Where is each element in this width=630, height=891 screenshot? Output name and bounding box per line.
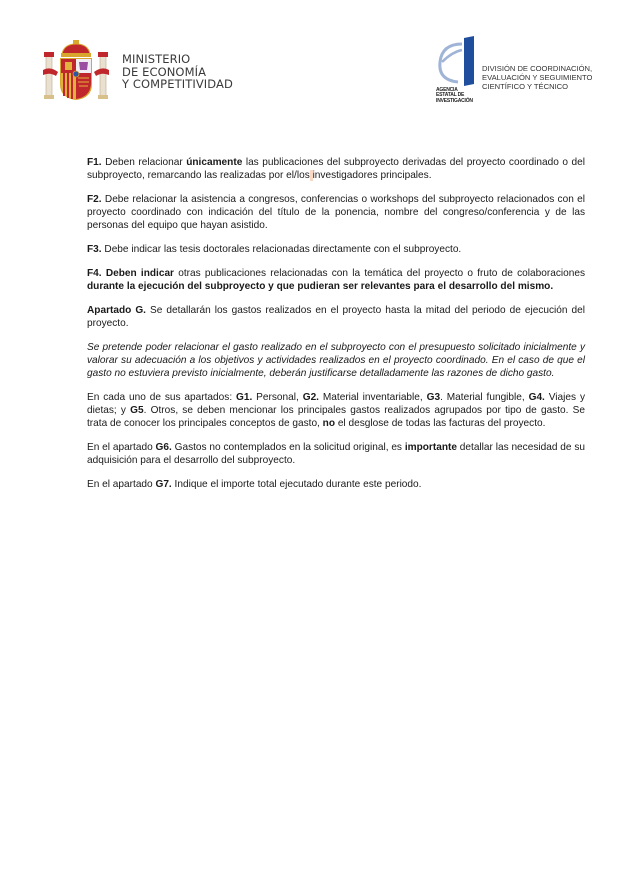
division-line-1: DIVISIÓN DE COORDINACIÓN, [482, 64, 593, 73]
agency-caption [436, 88, 480, 104]
g-sections-text-1: En cada uno de sus apartados: [87, 392, 237, 403]
f1-text-2: las publicaciones del subproyecto derivadas del proyecto coordinado o del subproyecto, remarcando las realizadas por el/los [87, 157, 585, 181]
g-text: Se detallarán los gastos realizados en el proyecto hasta la mitad del periodo de ejecución del proyecto. [87, 305, 586, 329]
paragraph-f4 [87, 267, 585, 293]
g6-text-3: detallar las necesidad de su adquisición para el desarrollo del subproyecto. [87, 442, 585, 466]
section-label-g1: G1. [236, 392, 253, 403]
agency-logo-block [434, 36, 592, 114]
g-sections-text-6: . Otros, se deben mencionar los principales gastos realizados agrupados por tipo de gasto. Se trata de conocer los principales conceptos de gasto, [87, 405, 585, 429]
f4-emphasis: durante la ejecución del subproyecto y que pudieran ser relevantes para el desarrollo del mismo. [87, 281, 554, 292]
section-label-f4: F4. Deben indicar [87, 268, 174, 279]
section-label-g5: G5 [130, 405, 144, 416]
agencia-estatal-investigacion-logo [434, 36, 478, 114]
agency-e-logo-icon [434, 36, 478, 88]
spain-coat-of-arms-icon [42, 38, 110, 106]
section-label-g2: G2. [302, 392, 319, 403]
g-sections-text-3: Material inventariable, [319, 392, 427, 403]
division-line-3: CIENTÍFICO Y TÉCNICO [482, 82, 569, 91]
paragraph-g [87, 304, 585, 330]
agency-caption-line-2: ESTATAL DE [436, 92, 465, 99]
section-label-g3: G3 [426, 392, 441, 403]
page-header [0, 0, 630, 130]
g-italic-note: Se pretende poder relacionar el gasto realizado en el subproyecto con el presupuesto solicitado inicialmente y valorar su adecuación a los objetivos y actividades realizados en el proyecto coordinado. En el caso de que el gasto no estuviera previsto inicialmente, deberán justificarse detalladamente las razones de dicho gasto. [87, 342, 585, 379]
paragraph-f3 [87, 243, 585, 256]
section-label-g6: G6. [155, 442, 172, 453]
f4-text: otras publicaciones relacionadas con la temática del proyecto o fruto de colaboraciones [174, 268, 586, 279]
g-sections-text-2: Personal, [252, 392, 303, 403]
division-name [482, 64, 592, 91]
f3-text: Debe indicar las tesis doctorales relacionadas directamente con el subproyecto. [101, 244, 462, 255]
section-label-g4: G4. [528, 392, 545, 403]
f1-text-1: Deben relacionar [101, 157, 187, 168]
g-sections-text-5: Viajes y dietas; y [87, 392, 585, 416]
division-line-2: EVALUACIÓN Y SEGUIMIENTO [482, 73, 593, 82]
paragraph-g-sections [87, 391, 585, 430]
paragraph-f2 [87, 193, 585, 232]
g7-text-2: Indique el importe total ejecutado durante este periodo. [171, 479, 422, 490]
g6-emphasis: importante [404, 442, 457, 453]
ministry-logo-block [42, 38, 233, 106]
ministry-line-1: MINISTERIO [122, 52, 191, 67]
paragraph-g-note [87, 341, 585, 380]
ministry-name [122, 53, 233, 91]
f1-emphasis: únicamente [186, 157, 243, 168]
g7-text-1: En el apartado [87, 479, 156, 490]
agency-caption-line-1: AGENCIA [436, 87, 458, 93]
ministry-line-2: DE ECONOMÍA [122, 64, 207, 79]
f2-text: Debe relacionar la asistencia a congresos, conferencias o workshops del subproyecto relacionados con el proyecto coordinado con indicación del título de la ponencia, nombre del congreso/conferencia y de las personas del equipo que hayan asistido. [87, 194, 585, 231]
paragraph-g6 [87, 441, 585, 467]
g6-text-2: Gastos no contemplados en la solicitud original, es [171, 442, 405, 453]
section-label-f2: F2. [87, 194, 102, 205]
ministry-line-3: Y COMPETITIVIDAD [122, 77, 233, 92]
section-label-f1: F1. [87, 157, 102, 168]
g-sections-text-4: . Material fungible, [440, 392, 529, 403]
agency-caption-line-3: INVESTIGACIÓN [436, 97, 473, 104]
paragraph-g7 [87, 478, 585, 491]
g-sections-emphasis-no: no [322, 418, 336, 429]
paragraph-f1 [87, 156, 585, 182]
section-label-f3: F3. [87, 244, 102, 255]
g6-text-1: En el apartado [87, 442, 156, 453]
section-label-g7: G7. [155, 479, 172, 490]
document-body [87, 156, 585, 502]
g-sections-text-7: el desglose de todas las facturas del proyecto. [335, 418, 546, 429]
section-label-g: Apartado G. [87, 305, 146, 316]
f1-text-3: investigadores principales. [312, 170, 432, 181]
